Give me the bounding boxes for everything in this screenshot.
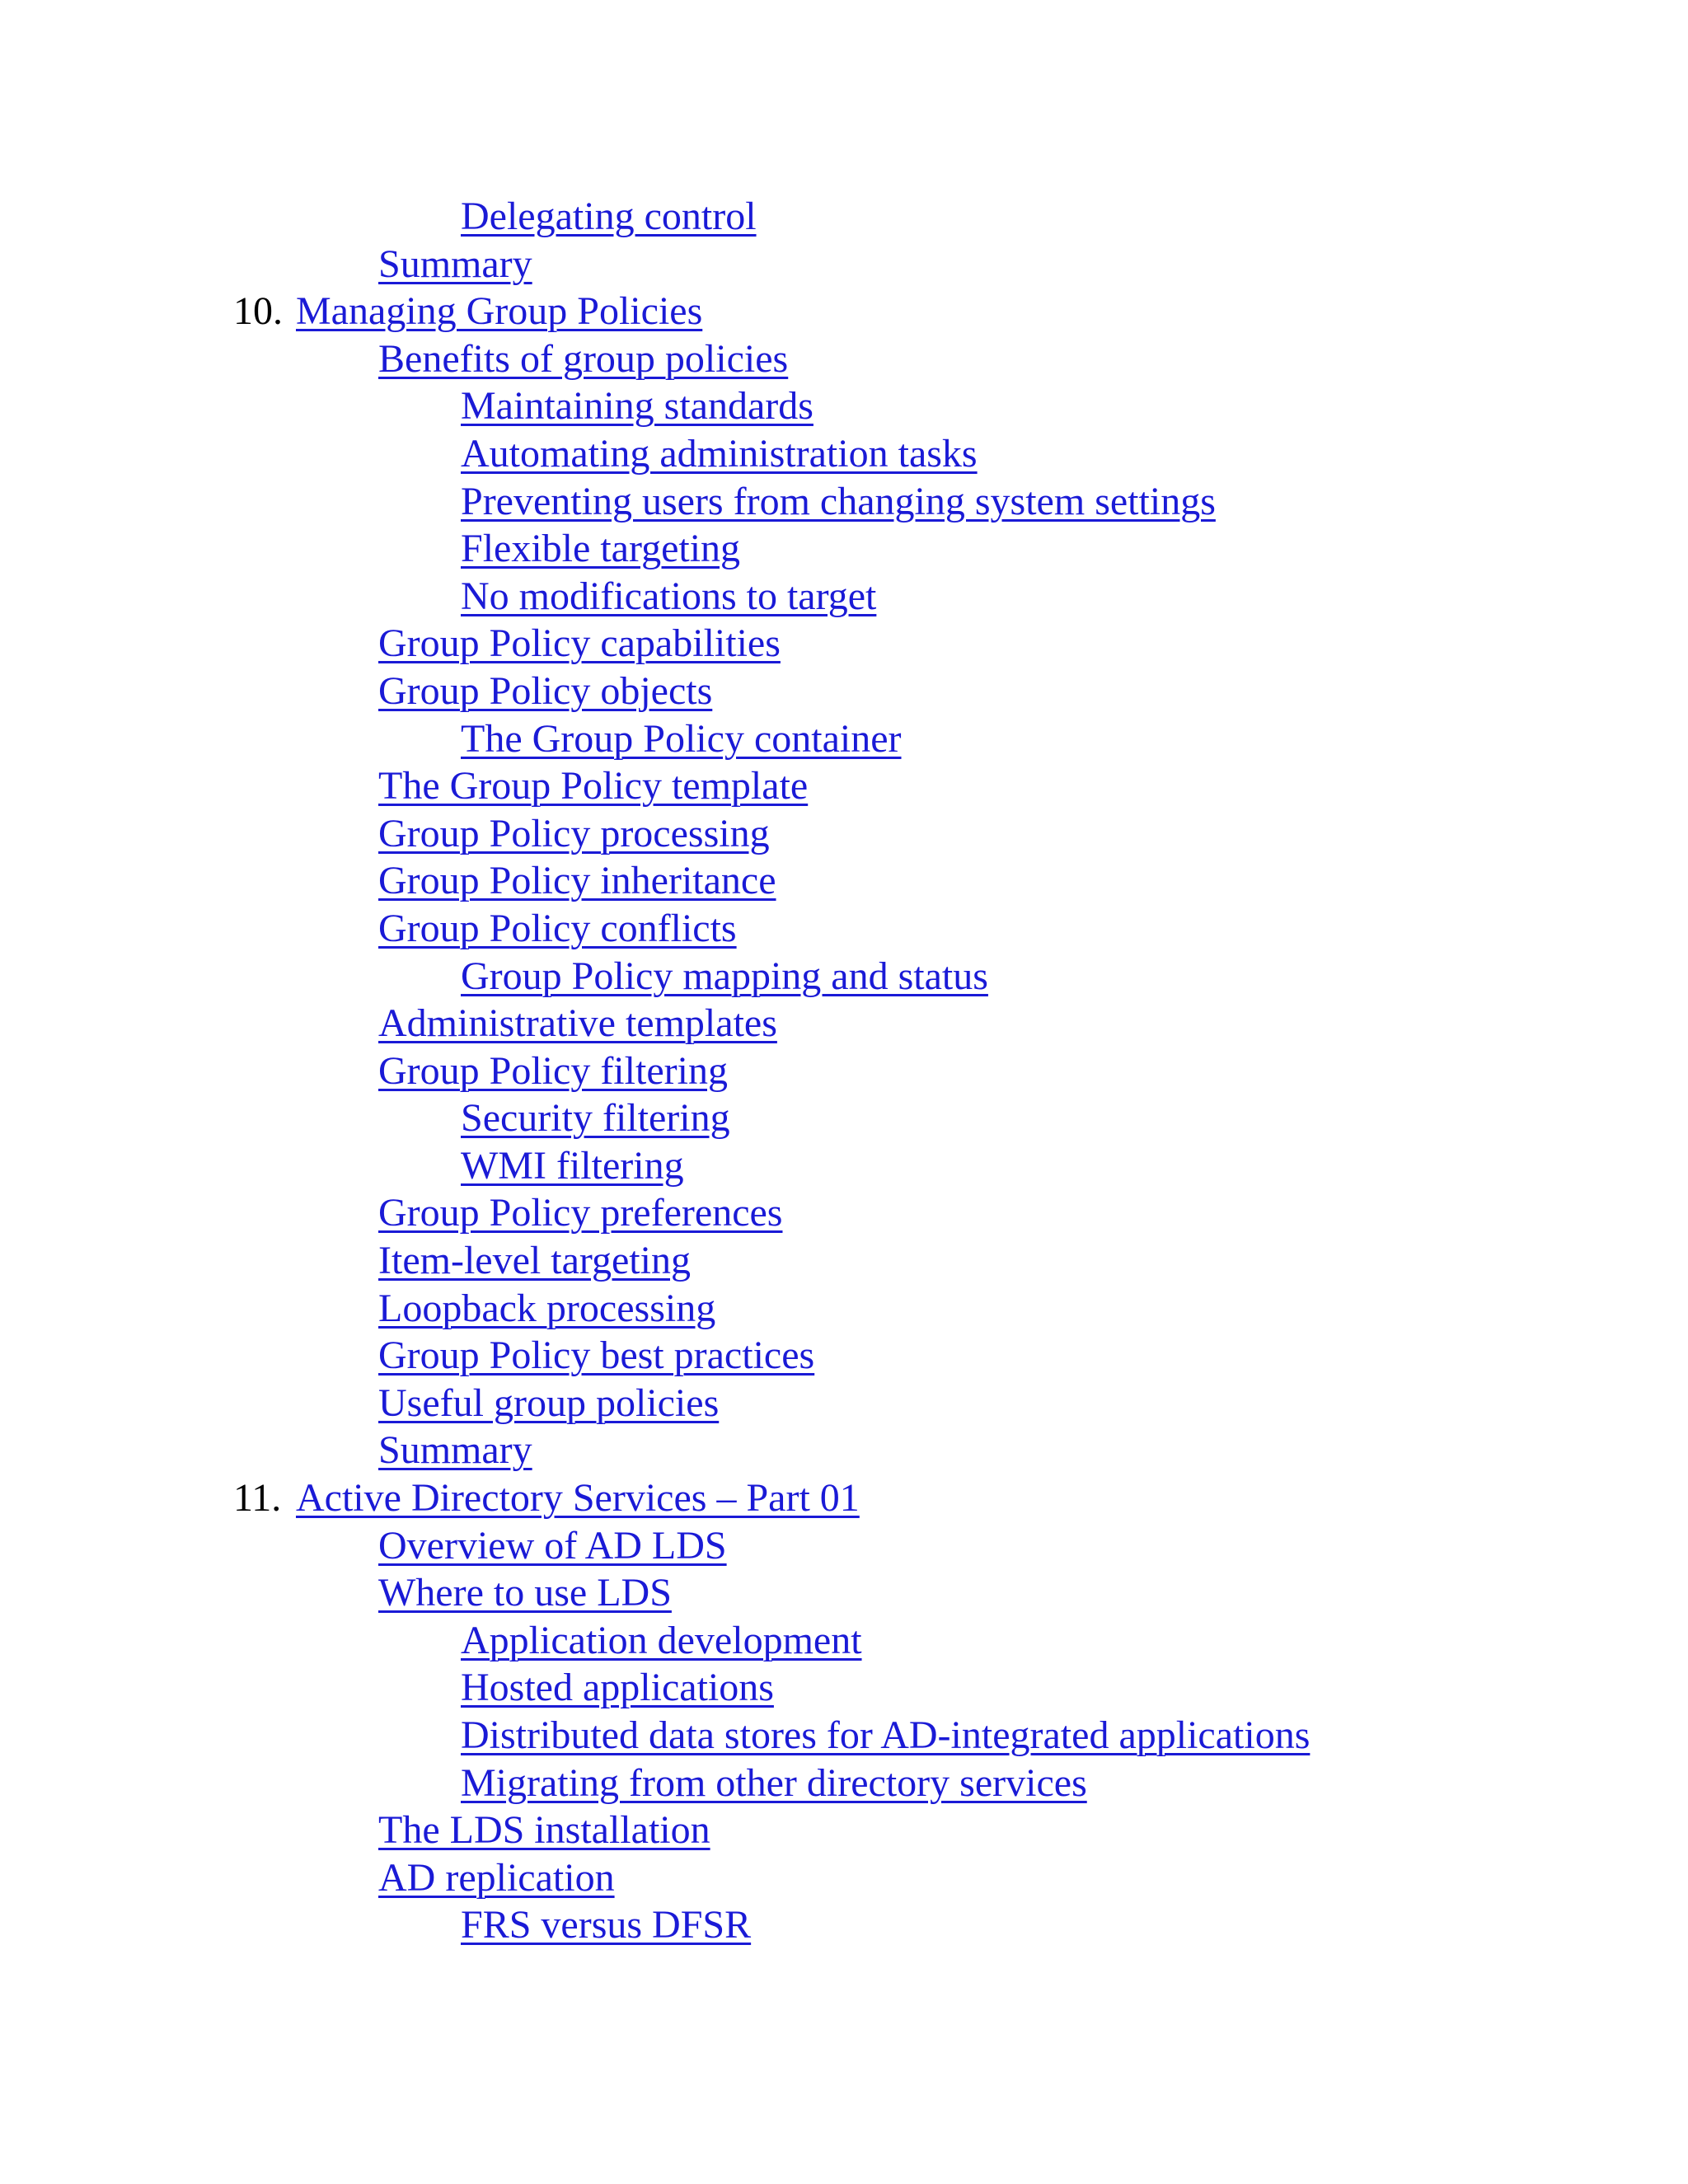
toc-subsection-entry — [0, 525, 1688, 573]
toc-subsection-entry — [0, 1094, 1688, 1142]
toc-section-entry — [0, 1000, 1688, 1047]
toc-subsection-entry — [0, 573, 1688, 621]
toc-subsection-entry — [0, 382, 1688, 430]
toc-link[interactable]: Delegating control — [461, 194, 757, 238]
toc-link[interactable]: Item-level targeting — [378, 1239, 691, 1283]
toc-link[interactable]: Group Policy filtering — [378, 1048, 728, 1093]
toc-section-entry — [0, 241, 1688, 288]
toc-link[interactable]: Distributed data stores for AD-integrated applications — [461, 1713, 1311, 1757]
toc-section-entry — [0, 905, 1688, 953]
toc-link[interactable]: Group Policy inheritance — [378, 859, 776, 903]
toc-link[interactable]: Hosted applications — [461, 1666, 774, 1710]
table-of-contents — [0, 193, 1688, 1949]
toc-link[interactable]: Migrating from other directory services — [461, 1760, 1087, 1805]
toc-section-entry — [0, 1285, 1688, 1333]
toc-link[interactable]: Security filtering — [461, 1096, 730, 1141]
toc-subsection-entry — [0, 1664, 1688, 1712]
toc-section-entry — [0, 668, 1688, 715]
toc-subsection-entry — [0, 430, 1688, 478]
chapter-number: 10. — [233, 289, 283, 334]
toc-link[interactable]: The Group Policy template — [378, 764, 809, 808]
toc-link[interactable]: The Group Policy container — [461, 716, 902, 761]
toc-chapter-entry — [0, 288, 1688, 335]
toc-link[interactable]: AD replication — [378, 1855, 615, 1900]
toc-section-entry — [0, 1047, 1688, 1095]
toc-subsection-entry — [0, 1760, 1688, 1807]
toc-link[interactable]: Automating administration tasks — [461, 431, 978, 476]
toc-subsection-entry — [0, 478, 1688, 526]
toc-link[interactable]: Active Directory Services – Part 01 — [296, 1476, 860, 1521]
toc-link[interactable]: Group Policy best practices — [378, 1333, 815, 1378]
toc-link[interactable]: Maintaining standards — [461, 384, 814, 429]
toc-section-entry — [0, 620, 1688, 668]
toc-chapter-entry — [0, 1474, 1688, 1522]
toc-subsection-entry — [0, 193, 1688, 241]
toc-section-entry — [0, 1237, 1688, 1285]
toc-section-entry — [0, 335, 1688, 383]
toc-link[interactable]: The LDS installation — [378, 1808, 710, 1853]
toc-subsection-entry — [0, 1617, 1688, 1665]
toc-section-entry — [0, 1332, 1688, 1380]
toc-link[interactable]: FRS versus DFSR — [461, 1903, 752, 1947]
chapter-number: 11. — [233, 1476, 282, 1521]
toc-section-entry — [0, 1807, 1688, 1854]
toc-link[interactable]: Group Policy preferences — [378, 1191, 783, 1235]
toc-section-entry — [0, 1189, 1688, 1237]
toc-subsection-entry — [0, 953, 1688, 1001]
toc-section-entry — [0, 1569, 1688, 1617]
toc-link[interactable]: Benefits of group policies — [378, 336, 789, 381]
toc-link[interactable]: Managing Group Policies — [296, 289, 703, 334]
toc-link[interactable]: No modifications to target — [461, 574, 877, 618]
toc-subsection-entry — [0, 715, 1688, 763]
toc-link[interactable]: Useful group policies — [378, 1380, 720, 1425]
toc-link[interactable]: Group Policy processing — [378, 811, 770, 855]
toc-section-entry — [0, 1522, 1688, 1570]
toc-link[interactable]: Where to use LDS — [378, 1571, 672, 1615]
toc-link[interactable]: Preventing users from changing system settings — [461, 479, 1216, 523]
toc-link[interactable]: Overview of AD LDS — [378, 1523, 727, 1568]
toc-section-entry — [0, 857, 1688, 905]
toc-link[interactable]: Group Policy objects — [378, 668, 713, 713]
toc-link[interactable]: Administrative templates — [378, 1001, 777, 1046]
toc-link[interactable]: Group Policy mapping and status — [461, 954, 988, 998]
toc-subsection-entry — [0, 1901, 1688, 1949]
toc-link[interactable]: Application development — [461, 1618, 862, 1662]
toc-subsection-entry — [0, 1712, 1688, 1760]
toc-section-entry — [0, 810, 1688, 858]
toc-subsection-entry — [0, 1142, 1688, 1190]
toc-link[interactable]: Group Policy conflicts — [378, 906, 737, 950]
toc-section-entry — [0, 1380, 1688, 1427]
toc-link[interactable]: Summary — [378, 241, 532, 286]
toc-link[interactable]: Loopback processing — [378, 1286, 716, 1330]
toc-link[interactable]: WMI filtering — [461, 1143, 684, 1188]
toc-section-entry — [0, 1854, 1688, 1902]
toc-section-entry — [0, 1427, 1688, 1474]
toc-link[interactable]: Flexible targeting — [461, 527, 741, 571]
toc-section-entry — [0, 762, 1688, 810]
toc-link[interactable]: Summary — [378, 1428, 532, 1473]
toc-link[interactable]: Group Policy capabilities — [378, 621, 781, 666]
